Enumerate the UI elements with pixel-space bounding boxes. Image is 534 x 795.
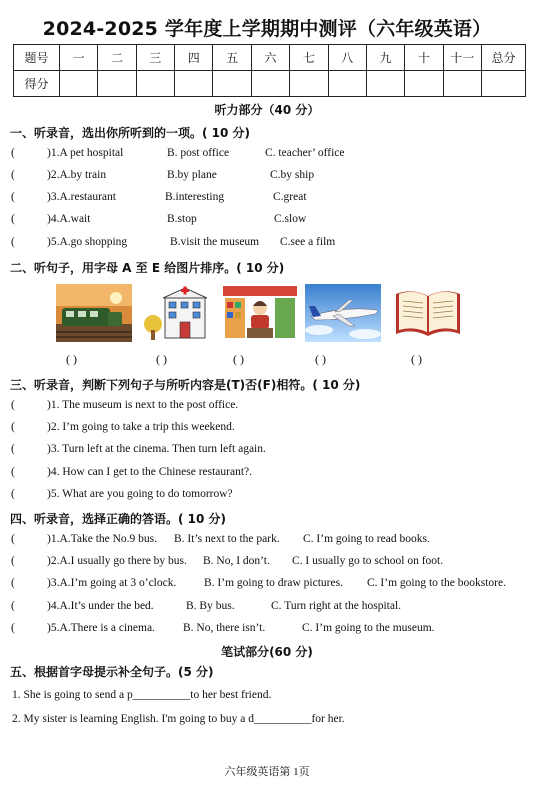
answer-paren[interactable]: ( <box>11 191 15 203</box>
answer-paren[interactable]: ( <box>11 622 15 634</box>
score-input-cell[interactable] <box>251 71 289 97</box>
option-b: B. No, there isn’t. <box>183 622 266 634</box>
score-table-cell: 七 <box>290 45 328 71</box>
option-a: )4.A.It’s under the bed. <box>47 600 154 612</box>
answer-paren[interactable]: ( <box>11 399 15 411</box>
option-a: )2.A.by train <box>47 169 107 181</box>
score-input-cell[interactable] <box>60 71 98 97</box>
option-c: C. I’m going to the museum. <box>302 622 435 634</box>
writing-section-header: 笔试部分(60 分) <box>221 645 313 659</box>
option-b: B.visit the museum <box>170 236 260 248</box>
option-b: B. It’s next to the park. <box>174 533 280 545</box>
page-title: 2024-2025 学年度上学期期中测评（六年级英语） <box>42 18 492 40</box>
train-picture <box>56 284 132 342</box>
airplane-picture <box>305 284 381 342</box>
listening-section-header: 听力部分（40 分） <box>214 103 320 117</box>
option-b: B. I’m going to draw pictures. <box>204 577 343 589</box>
score-input-cell[interactable] <box>443 71 481 97</box>
picture-answer-blank[interactable]: ( ) <box>411 352 422 366</box>
option-b: B. No, I don’t. <box>203 555 270 567</box>
option-c: C.slow <box>274 213 307 225</box>
score-input-cell[interactable] <box>366 71 404 97</box>
option-b: B. By bus. <box>186 600 235 612</box>
option-a: )3.A.I’m going at 3 o’clock. <box>47 577 177 589</box>
option-c: C.great <box>273 191 307 203</box>
score-table-cell: 十 <box>405 45 443 71</box>
answer-paren[interactable]: ( <box>11 577 15 589</box>
score-input-cell[interactable] <box>405 71 443 97</box>
score-table-score-row <box>14 71 526 97</box>
option-c: C. I’m going to read books. <box>303 533 430 545</box>
option-c: C. I’m going to the bookstore. <box>367 577 506 589</box>
fill-in-sentence[interactable]: 2. My sister is learning English. I'm going to buy a d__________for her. <box>12 713 345 725</box>
score-input-cell[interactable] <box>482 71 526 97</box>
score-input-cell[interactable] <box>290 71 328 97</box>
answer-paren[interactable]: ( <box>11 421 15 433</box>
option-a: )2.A.I usually go there by bus. <box>47 555 187 567</box>
page-footer: 六年级英语第 1页 <box>224 766 310 778</box>
fill-in-sentence[interactable]: 1. She is going to send a p__________to her best friend. <box>12 689 272 701</box>
hospital-icon <box>141 284 217 342</box>
answer-paren[interactable]: ( <box>11 466 15 478</box>
picture-answer-blank[interactable]: ( ) <box>233 352 244 366</box>
score-table-cell: 题号 <box>14 45 60 71</box>
supermarket-icon <box>223 284 297 342</box>
option-a: )5.A.There is a cinema. <box>47 622 155 634</box>
score-table-cell: 总分 <box>482 45 526 71</box>
score-input-cell[interactable] <box>98 71 136 97</box>
section1-heading: 一、听录音，选出你所听到的一项。( 10 分) <box>10 126 251 140</box>
option-a: )3.A.restaurant <box>47 191 116 203</box>
option-b: B.interesting <box>165 191 225 203</box>
train-icon <box>56 284 132 342</box>
section3-heading: 三、听录音，判断下列句子与所听内容是(T)否(F)相符。( 10 分) <box>10 378 361 392</box>
picture-answer-blank[interactable]: ( ) <box>66 352 77 366</box>
score-table-cell: 得分 <box>14 71 60 97</box>
score-input-cell[interactable] <box>213 71 251 97</box>
statement-text: )3. Turn left at the cinema. Then turn left again. <box>47 443 266 455</box>
score-table-cell: 二 <box>98 45 136 71</box>
answer-paren[interactable]: ( <box>11 169 15 181</box>
statement-text: )2. I’m going to take a trip this weekend. <box>47 421 235 433</box>
hospital-picture <box>141 284 217 342</box>
picture-answer-blank[interactable]: ( ) <box>315 352 326 366</box>
answer-paren[interactable]: ( <box>11 555 15 567</box>
option-b: B.by plane <box>167 169 217 181</box>
score-table-cell: 八 <box>328 45 366 71</box>
score-table-cell: 五 <box>213 45 251 71</box>
score-table-cell: 九 <box>366 45 404 71</box>
score-table-cell: 三 <box>136 45 174 71</box>
score-table-header-row <box>14 45 526 71</box>
section5-heading: 五、根据首字母提示补全句子。(5 分) <box>10 665 214 679</box>
score-table-cell: 四 <box>175 45 213 71</box>
airplane-icon <box>305 284 381 342</box>
option-c: C.see a film <box>280 236 336 248</box>
option-c: C. Turn right at the hospital. <box>271 600 402 612</box>
answer-paren[interactable]: ( <box>11 443 15 455</box>
section2-heading: 二、听句子，用字母 A 至 E 给图片排序。( 10 分) <box>10 261 285 275</box>
supermarket-picture <box>223 284 297 342</box>
option-c: C. teacher’ office <box>265 147 345 159</box>
option-b: B.stop <box>167 213 197 225</box>
option-b: B. post office <box>167 147 230 159</box>
answer-paren[interactable]: ( <box>11 488 15 500</box>
statement-text: )4. How can I get to the Chinese restaurant?. <box>47 466 253 478</box>
score-table-cell: 一 <box>60 45 98 71</box>
option-a: )5.A.go shopping <box>47 236 128 248</box>
section4-heading: 四、听录音，选择正确的答语。( 10 分) <box>10 512 227 526</box>
answer-paren[interactable]: ( <box>11 600 15 612</box>
option-a: )4.A.wait <box>47 213 91 225</box>
statement-text: )5. What are you going to do tomorrow? <box>47 488 233 500</box>
answer-paren[interactable]: ( <box>11 213 15 225</box>
picture-answer-blank[interactable]: ( ) <box>156 352 167 366</box>
score-input-cell[interactable] <box>328 71 366 97</box>
option-a: )1.A.Take the No.9 bus. <box>47 533 158 545</box>
book-picture <box>392 284 464 342</box>
score-table <box>13 44 526 97</box>
score-table-cell: 十一 <box>443 45 481 71</box>
score-input-cell[interactable] <box>136 71 174 97</box>
score-table-cell: 六 <box>251 45 289 71</box>
option-a: )1.A pet hospital <box>47 147 124 159</box>
option-c: C. I usually go to school on foot. <box>292 555 444 567</box>
answer-paren[interactable]: ( <box>11 236 15 248</box>
answer-paren[interactable]: ( <box>11 533 15 545</box>
option-c: C.by ship <box>270 169 315 181</box>
book-icon <box>392 284 464 342</box>
answer-paren[interactable]: ( <box>11 147 15 159</box>
statement-text: )1. The museum is next to the post office. <box>47 399 239 411</box>
score-input-cell[interactable] <box>175 71 213 97</box>
